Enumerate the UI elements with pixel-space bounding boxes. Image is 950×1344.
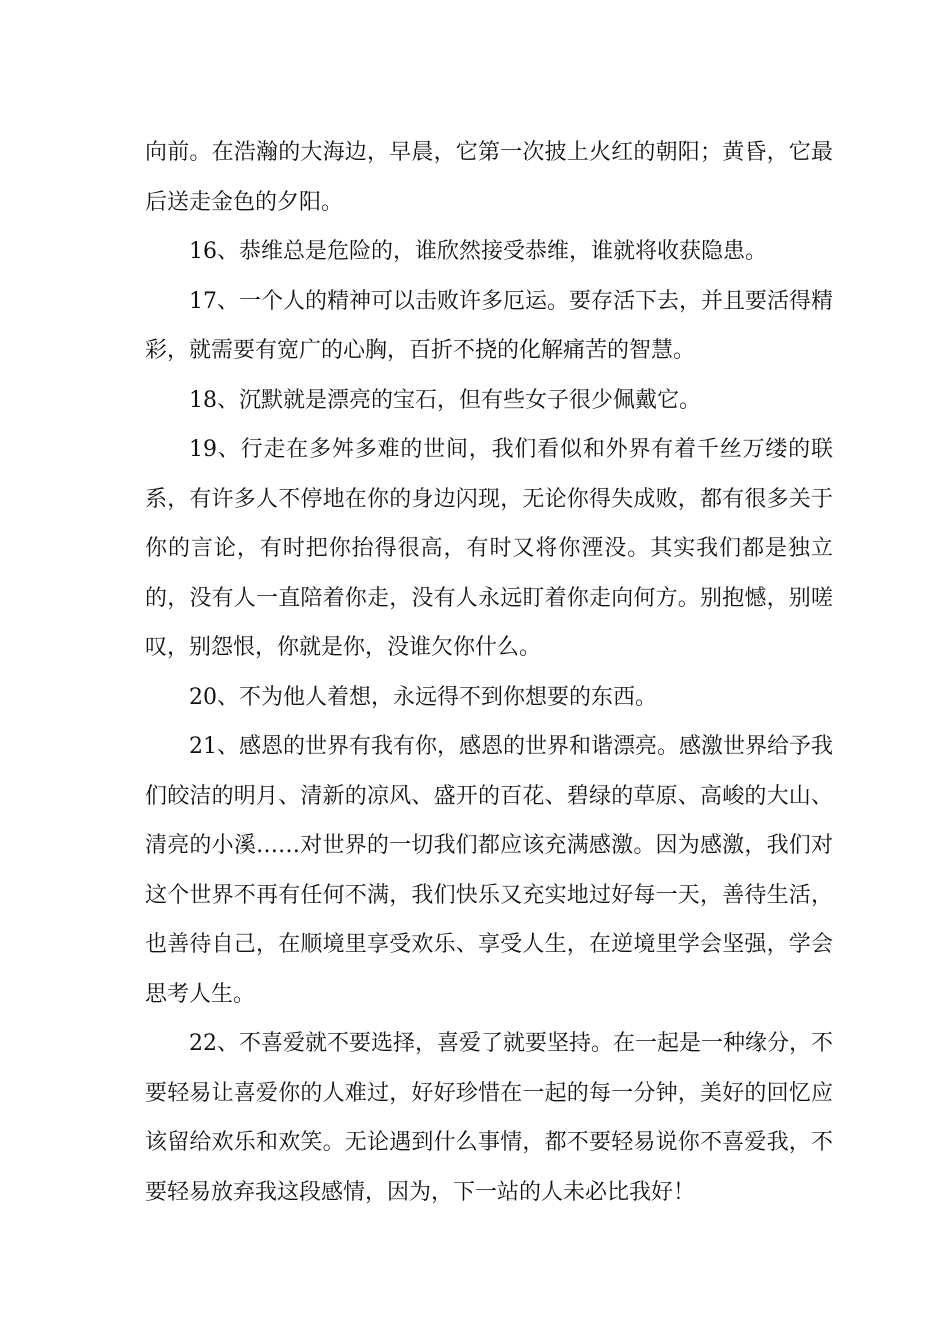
paragraph-22: 22、不喜爱就不要选择，喜爱了就要坚持。在一起是一种缘分，不要轻易让喜爱你的人难过，好好珍惜在一起的每一分钟，美好的回忆应该留给欢乐和欢笑。无论遇到什么事情，都不要轻易说你不喜爱我，不要轻易放弃我这段感情，因为，下一站的人未必比我好！ — [145, 1031, 833, 1205]
paragraph-16: 16、恭维总是危险的，谁欣然接受恭维，谁就将收获隐患。 — [189, 239, 767, 264]
paragraph-17: 17、一个人的精神可以击败许多厄运。要存活下去，并且要活得精彩，就需要有宽广的心胸，百折不挠的化解痛苦的智慧。 — [145, 288, 833, 363]
paragraph-15-continued: 向前。在浩瀚的大海边，早晨，它第一次披上火红的朝阳；黄昏，它最后送走金色的夕阳。 — [145, 140, 833, 215]
paragraph-18: 18、沉默就是漂亮的宝石，但有些女子很少佩戴它。 — [189, 387, 701, 413]
document-body — [145, 128, 833, 1217]
paragraph-20: 20、不为他人着想，永远得不到你想要的东西。 — [189, 684, 657, 710]
paragraph-19: 19、行走在多舛多难的世间，我们看似和外界有着千丝万缕的联系，有许多人不停地在你的身边闪现，无论你得失成败，都有很多关于你的言论，有时把你抬得很高，有时又将你湮没。其实我们都是独立的，没有人一直陪着你走，没有人永远盯着你走向何方。别抱憾，别嗟叹，别怨恨，你就是你，没谁欠你什么。 — [145, 437, 833, 660]
paragraph-21: 21、感恩的世界有我有你，感恩的世界和谐漂亮。感激世界给予我们皎洁的明月、清新的凉风、盛开的百花、碧绿的草原、高峻的大山、清亮的小溪……对世界的一切我们都应该充满感激。因为感激，我们对这个世界不再有任何不满，我们快乐又充实地过好每一天，善待生活，也善待自己，在顺境里享受欢乐、享受人生，在逆境里学会坚强，学会思考人生。 — [145, 734, 833, 1007]
